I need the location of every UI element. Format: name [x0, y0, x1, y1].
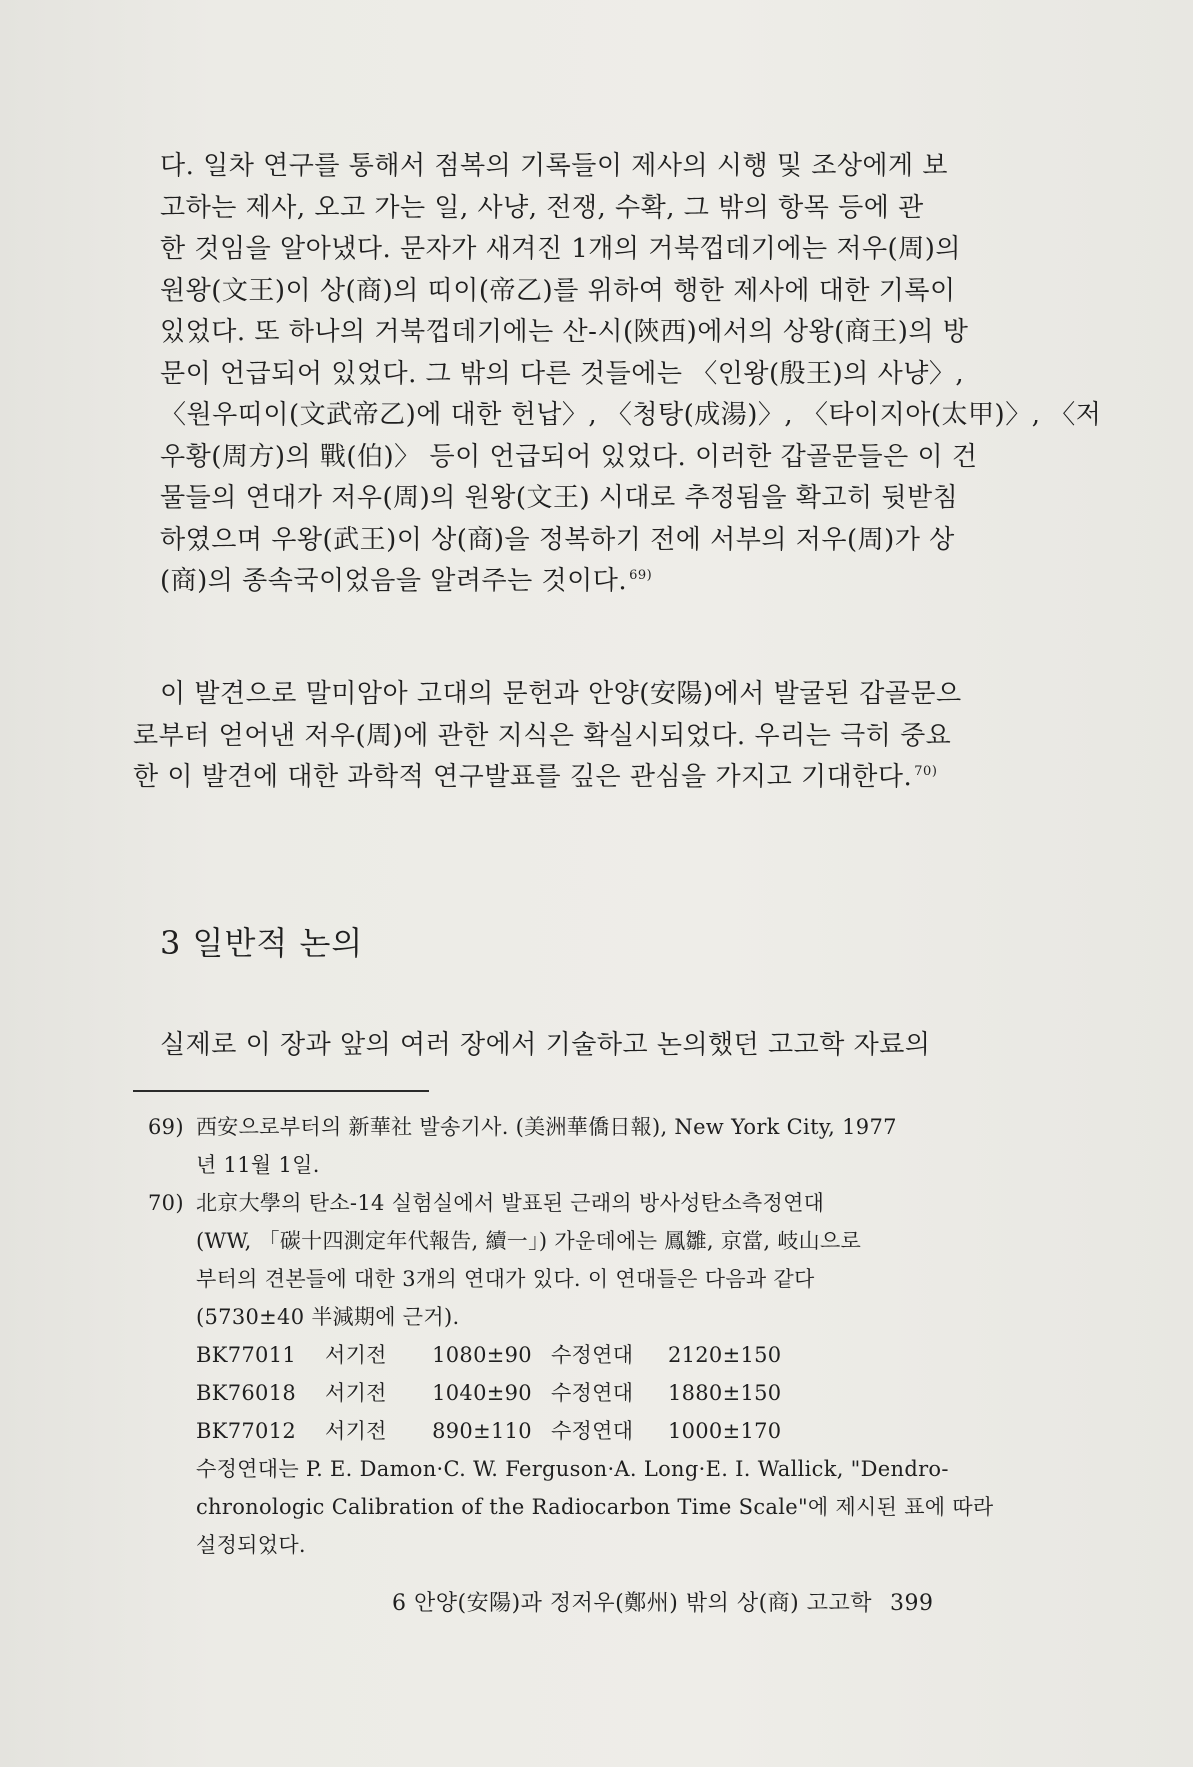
sample-row [196, 1336, 1048, 1374]
sample-calibrated-date: 1000±170 [667, 1419, 782, 1443]
sample-calibrated-label: 수정연대 [550, 1381, 634, 1405]
text-line: 로부터 얻어낸 저우(周)에 관한 지식은 확실시되었다. 우리는 극히 중요 [133, 720, 952, 751]
text-line: 실제로 이 장과 앞의 여러 장에서 기술하고 논의했던 고고학 자료의 [160, 1030, 931, 1060]
paragraph-oracle-bone-findings [160, 146, 1102, 603]
footnote-line: 北京大學의 탄소-14 실험실에서 발표된 근래의 방사성탄소측정연대 [196, 1191, 825, 1215]
footnote-line: 수정연대는 P. E. Damon·C. W. Ferguson·A. Long·E. I. Wallick, "Dendro- [196, 1457, 949, 1481]
text-line: 고하는 제사, 오고 가는 일, 사냥, 전쟁, 수확, 그 밖의 항목 등에 관 [160, 192, 924, 223]
sample-row [196, 1412, 1048, 1450]
text-line-content: (商)의 종속국이었음을 알려주는 것이다. [160, 566, 628, 596]
page-number: 399 [890, 1591, 934, 1616]
section-heading: 3 일반적 논의 [160, 924, 364, 962]
sample-code: BK77012 [196, 1419, 297, 1443]
paragraph-discovery-significance [133, 674, 1033, 799]
sample-calibrated-date: 1880±150 [667, 1381, 782, 1405]
footnote-line: 설정되었다. [196, 1533, 306, 1557]
sample-era: 서기전 [324, 1419, 387, 1443]
text-line: 하였으며 우왕(武王)이 상(商)을 정복하기 전에 서부의 저우(周)가 상 [160, 524, 955, 555]
footnote-number: 70) [148, 1191, 184, 1215]
text-line: 우황(周方)의 戰(伯)〉 등이 언급되어 있었다. 이러한 갑골문들은 이 건 [160, 441, 978, 472]
footnote-divider [133, 1090, 429, 1092]
text-line-last [160, 561, 1060, 603]
sample-date: 1080±90 [432, 1343, 532, 1367]
text-line: 있었다. 또 하나의 거북껍데기에는 산-시(陝西)에서의 상왕(商王)의 방 [160, 317, 969, 347]
footnote-line: 西安으로부터의 新華社 발송기사. (美洲華僑日報), New York City, 1977 [196, 1115, 897, 1139]
footnote-70 [148, 1184, 1048, 1564]
text-line: 물들의 연대가 저우(周)의 원왕(文王) 시대로 추정됨을 확고히 뒷받침 [160, 483, 959, 513]
footnote-number: 69) [148, 1115, 184, 1139]
footnote-body [148, 1108, 1048, 1184]
footnote-ref-69[interactable]: 69) [629, 568, 653, 584]
footnote-line: (5730±40 半減期에 근거). [196, 1305, 460, 1329]
footnote-line: 년 11월 1일. [196, 1153, 320, 1177]
footnote-body [148, 1184, 1048, 1564]
sample-calibrated-label: 수정연대 [550, 1419, 634, 1443]
sample-era: 서기전 [324, 1381, 387, 1405]
sample-code: BK77011 [196, 1343, 297, 1367]
text-line-content: 한 이 발견에 대한 과학적 연구발표를 깊은 관심을 가지고 기대한다. [133, 762, 913, 792]
sample-date: 1040±90 [432, 1381, 532, 1405]
footnotes [148, 1108, 1048, 1564]
footnote-line: 부터의 견본들에 대한 3개의 연대가 있다. 이 연대들은 다음과 같다 [196, 1267, 815, 1291]
sample-calibrated-date: 2120±150 [667, 1343, 782, 1367]
sample-code: BK76018 [196, 1381, 297, 1405]
text-line: 다. 일차 연구를 통해서 점복의 기록들이 제사의 시행 및 조상에게 보 [160, 151, 949, 181]
footnote-line: chronologic Calibration of the Radiocarbon Time Scale"에 제시된 표에 따라 [196, 1495, 994, 1519]
text-line: 문이 언급되어 있었다. 그 밖의 다른 것들에는 〈인왕(殷王)의 사냥〉, [160, 358, 965, 389]
footnote-line: (WW, 「碳十四測定年代報告, 續一」) 가운데에는 鳳雛, 京當, 岐山으로 [196, 1229, 862, 1253]
sample-row [196, 1374, 1048, 1412]
running-title: 6 안양(安陽)과 정저우(鄭州) 밖의 상(商) 고고학 [392, 1591, 872, 1616]
footnote-69 [148, 1108, 1048, 1184]
sample-era: 서기전 [324, 1343, 387, 1367]
text-line: 〈원우띠이(文武帝乙)에 대한 헌납〉, 〈청탕(成湯)〉, 〈타이지아(太甲)〉, 〈저 [160, 400, 1102, 430]
text-line-last [133, 757, 1033, 799]
running-footer [392, 1586, 934, 1617]
sample-date: 890±110 [432, 1419, 532, 1443]
footnote-ref-70[interactable]: 70) [914, 764, 938, 780]
sample-calibrated-label: 수정연대 [550, 1343, 634, 1367]
text-line: 한 것임을 알아냈다. 문자가 새겨진 1개의 거북껍데기에는 저우(周)의 [160, 234, 961, 264]
paragraph-general-discussion [133, 1025, 1033, 1067]
text-line: 원왕(文王)이 상(商)의 띠이(帝乙)를 위하여 행한 제사에 대한 기록이 [160, 275, 956, 306]
text-line: 이 발견으로 말미암아 고대의 문헌과 안양(安陽)에서 발굴된 갑골문으 [160, 679, 962, 709]
